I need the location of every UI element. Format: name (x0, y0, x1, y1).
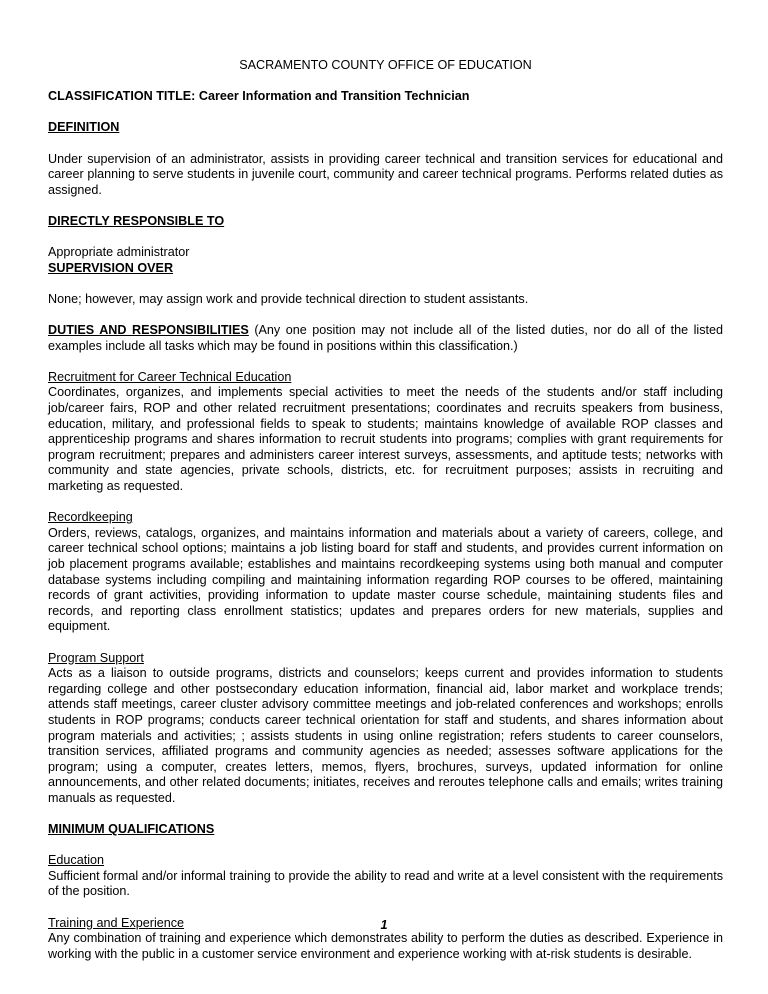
definition-text: Under supervision of an administrator, assists in providing career technical and transition services for educational and career planning to serve students in juvenile court, community and career technical programs. Performs related duties as assigned. (48, 151, 723, 197)
supervision-text: None; however, may assign work and provide technical direction to student assistants. (48, 291, 529, 306)
duties-section-title: Program Support (48, 650, 144, 665)
duties-section-text: Coordinates, organizes, and implements special activities to meet the needs of the students and/or staff including job/career fairs, ROP and other related recruitment presentations; coordinates and recruits speakers from business, education, military, and professional fields to speak to students; maintains knowledge of available ROP classes and apprenticeship programs and shares information to recruit students into programs; complies with grant requirements for program recruitment; prepares and administers career interest surveys, assessments, and aptitude tests; networks with community and state agencies, private schools, districts, etc. for recruitment purposes; assists in recruiting and marketing as requested. (48, 385, 723, 494)
duties-section-text: Orders, reviews, catalogs, organizes, and maintains information and materials about a variety of careers, college, and career technical school options; maintains a job listing board for staff and students, and provides current information on job placement programs available; establishes and maintains recordkeeping systems using both manual and computer database systems including compiling and maintaining information regarding ROP courses to be offered, maintaining records of grant activities, providing information to update master course schedule, maintaining students files and records, and reporting class enrollment statistics; updates and prepares orders for new materials, supplies and equipment. (48, 525, 723, 634)
qualifications-heading: MINIMUM QUALIFICATIONS (48, 822, 215, 837)
classification-label: CLASSIFICATION TITLE: (48, 89, 196, 104)
duties-section-text: Acts as a liaison to outside programs, districts and counselors; keeps current and provides information to students regarding college and other postsecondary education information, financial aid, labor market and workplace trends; attends staff meetings, career cluster advisory committee meetings and job-related conferences and workshops; enrolls students in ROP programs; conducts career technical orientation for staff and students, and shares information about program materials and activities; ; assists students in using online registration; refers students to career counselors, transition services, affiliated programs and community agencies as needed; assesses software applications for the program; using a computer, creates letters, memos, flyers, brochures, surveys, updated information for online announcements, and other related documents; initiates, receives and reroutes telephone calls and emails; writes training manuals as requested. (48, 666, 723, 805)
definition-heading: DEFINITION (48, 120, 120, 135)
duties-section-title: Recordkeeping (48, 510, 133, 525)
directly-responsible-heading: DIRECTLY RESPONSIBLE TO (48, 213, 225, 228)
page-number: 1 (380, 918, 388, 932)
directly-responsible-text: Appropriate administrator (48, 245, 190, 260)
duties-heading: DUTIES AND RESPONSIBILITIES (48, 323, 249, 338)
qualification-section-title: Education (48, 853, 105, 868)
qualification-section-title: Training and Experience (48, 915, 185, 930)
qualification-section-text: Any combination of training and experience which demonstrates ability to perform the duties as described. Experience in working with the public in a customer service environment and experience working with at-risk students is desirable. (48, 931, 723, 961)
document-page (48, 58, 723, 962)
duties-intro (48, 323, 723, 354)
qualification-section-text: Sufficient formal and/or informal training to provide the ability to read and write at a level consistent with the requirements of the position. (48, 868, 723, 899)
duties-note: (Any one position may not include all of the listed duties, nor do all of the listed examples include all tasks which may be found in positions within this classification.) (48, 323, 724, 353)
organization-title: SACRAMENTO COUNTY OFFICE OF EDUCATION (239, 58, 532, 72)
supervision-heading: SUPERVISION OVER (48, 260, 174, 275)
classification-line (48, 89, 723, 105)
duties-section-title: Recruitment for Career Technical Education (48, 369, 292, 384)
classification-title: Career Information and Transition Technician (198, 89, 470, 104)
